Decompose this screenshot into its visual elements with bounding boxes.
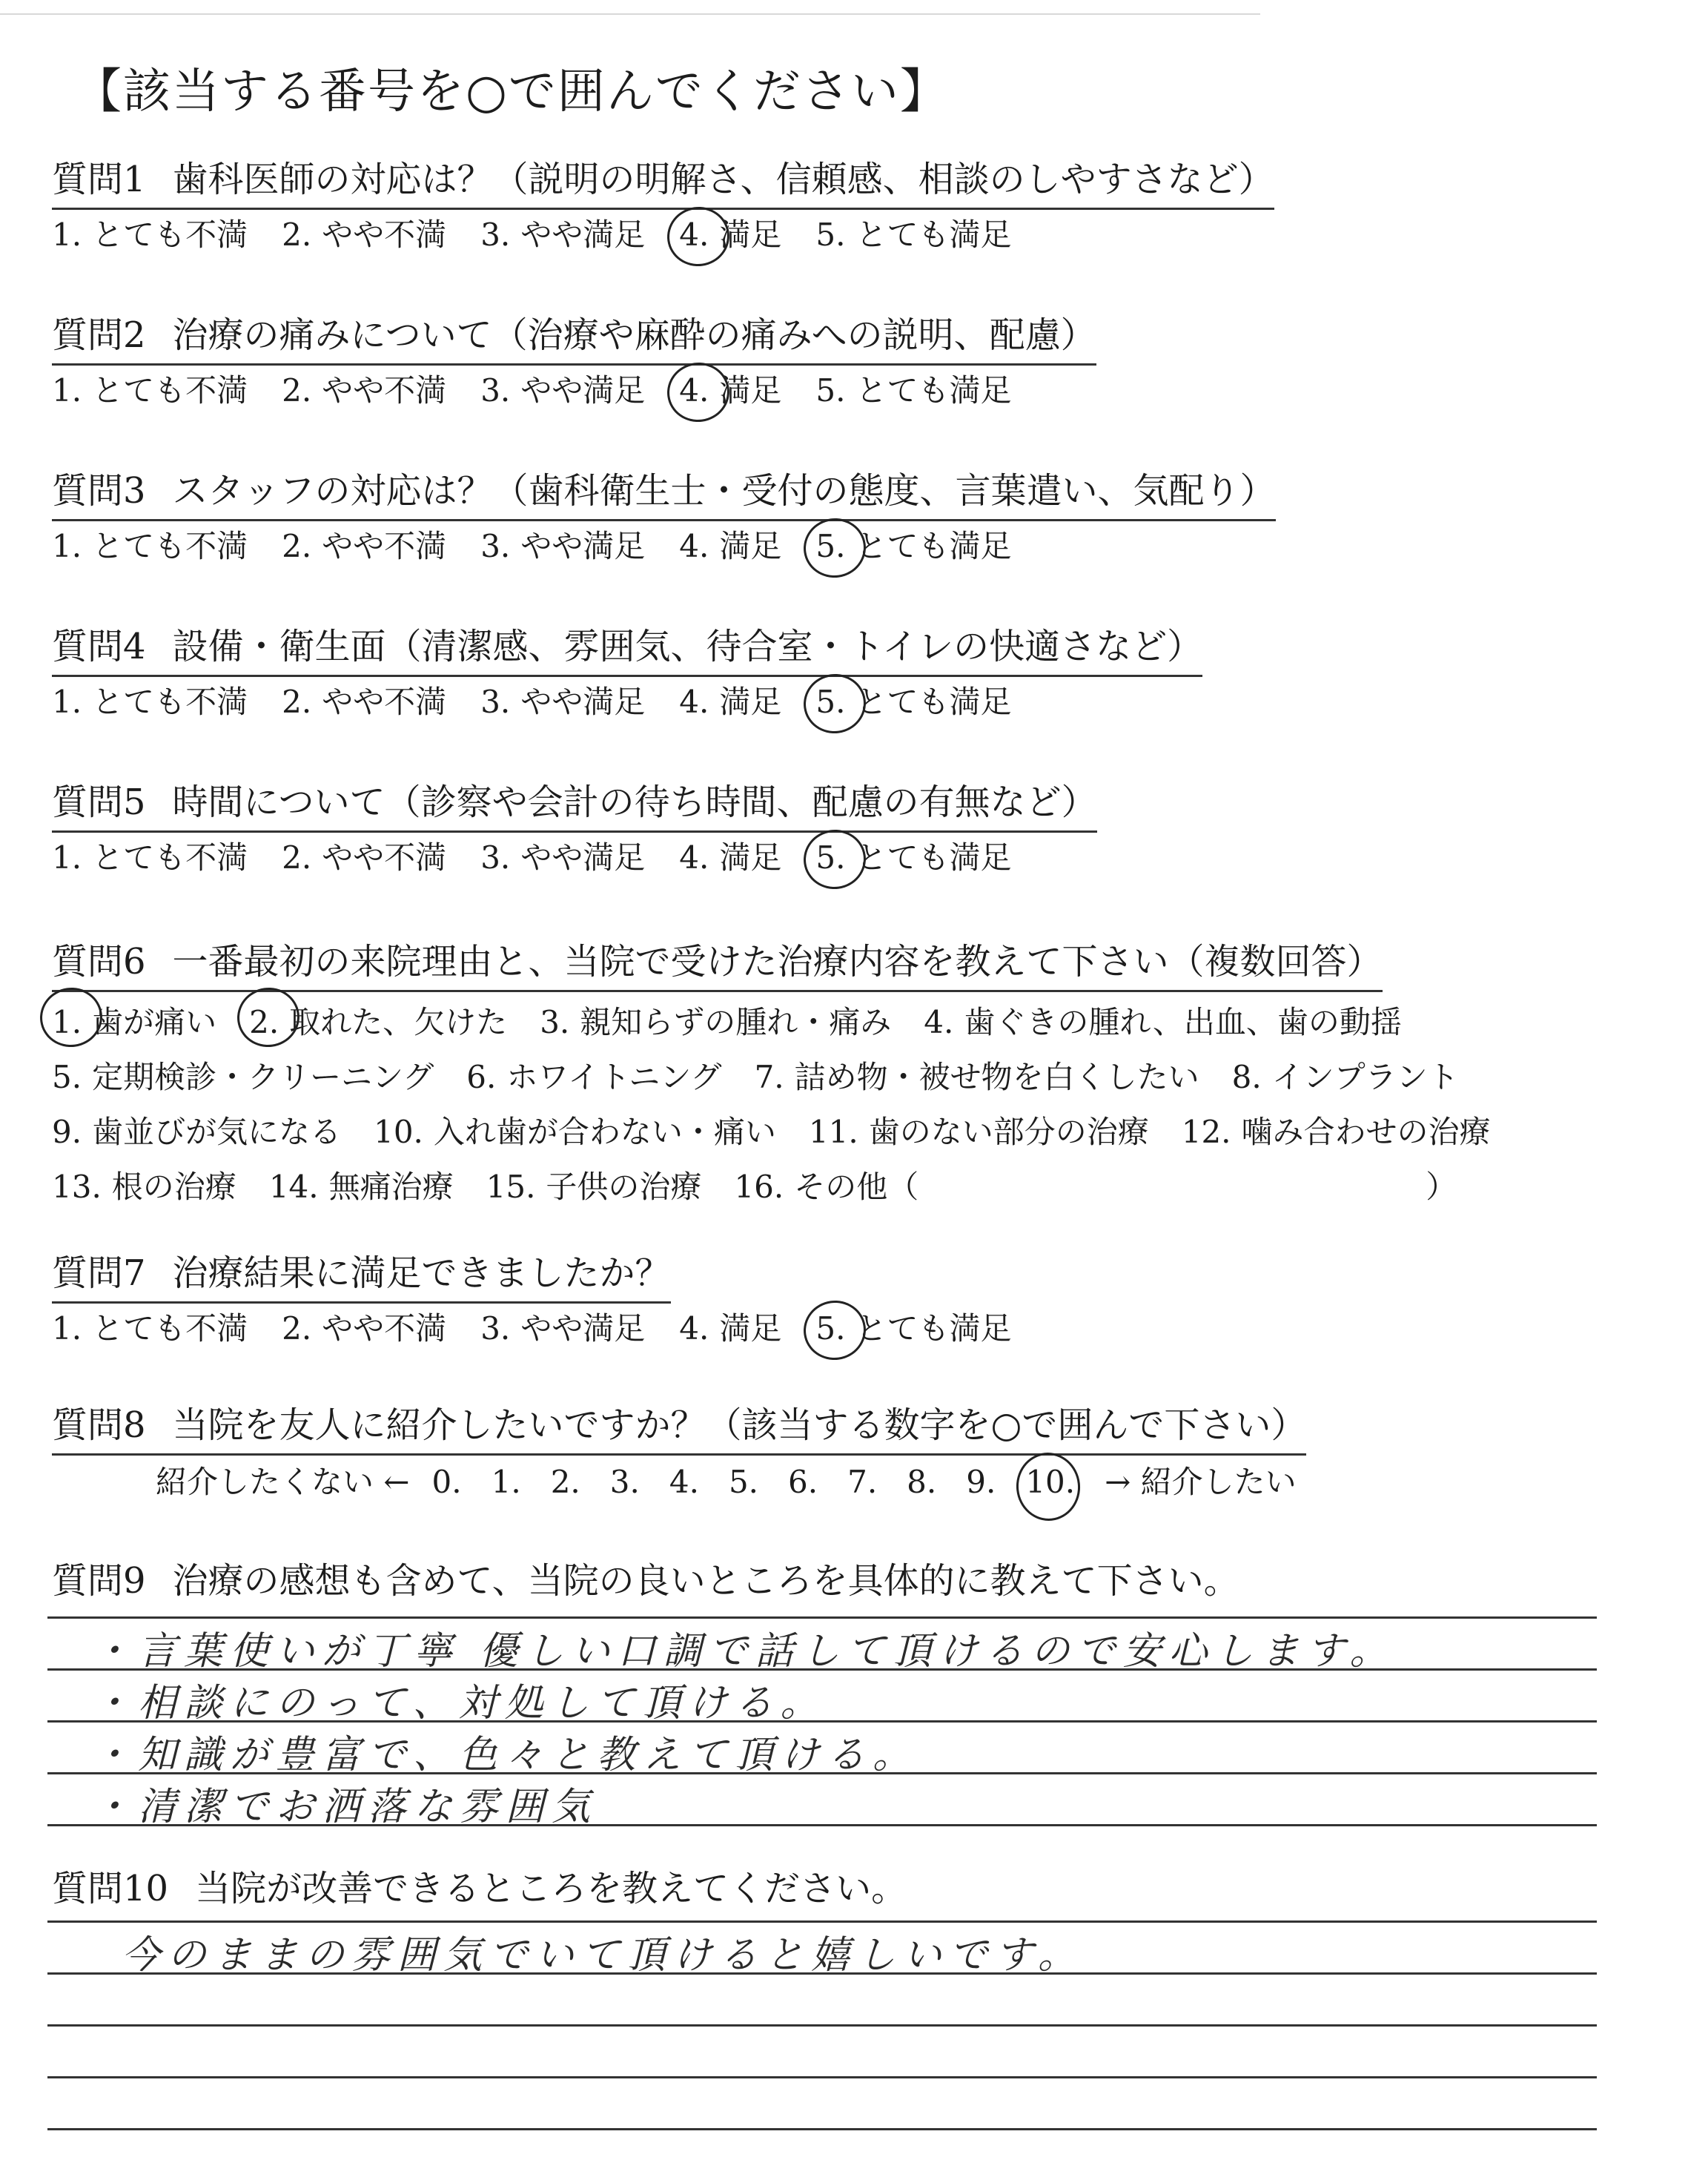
question-label: 質問3: [52, 470, 146, 512]
answer-option[interactable]: [52, 214, 248, 256]
scale-option[interactable]: 9.: [966, 1464, 996, 1500]
option-text: やや不満: [322, 1310, 447, 1347]
question-label: 質問9: [52, 1560, 146, 1602]
scale-option[interactable]: 2.: [550, 1464, 580, 1500]
option-text: 歯が痛い: [92, 1004, 217, 1040]
scale-option[interactable]: 7.: [847, 1464, 878, 1500]
answer-option[interactable]: [282, 214, 446, 256]
option-number: 1.: [52, 1310, 82, 1347]
answer-option[interactable]: [815, 837, 1011, 879]
option-row: [52, 995, 1523, 1050]
question-text: 治療の感想も含めて、当院の良いところを具体的に教えて下さい。: [172, 1560, 1239, 1602]
question-7: [52, 1249, 1045, 1350]
handwritten-answer: ・知識が豊富で、色々と教えて頂ける。: [92, 1733, 918, 1777]
option-number: 11.: [808, 1114, 858, 1150]
answer-option[interactable]: [815, 214, 1011, 256]
option-number: 3.: [540, 1004, 570, 1040]
answer-option[interactable]: [679, 526, 781, 567]
option-text: やや満足: [520, 528, 646, 564]
option-text: 歯並びが気になる: [92, 1114, 342, 1150]
answer-option[interactable]: [52, 526, 248, 567]
answer-option[interactable]: [52, 837, 248, 879]
option-number: 5.: [815, 372, 846, 409]
answer-option[interactable]: [679, 681, 781, 723]
answer-lines-q10: [47, 1920, 1597, 2143]
option-text: やや不満: [322, 528, 447, 564]
question-10: [52, 1865, 907, 1917]
option-text: 歯ぐきの腫れ、出血、歯の動揺: [964, 1004, 1402, 1040]
option-number: 6.: [466, 1059, 497, 1095]
option-text: ホワイトニング: [506, 1059, 722, 1095]
option-number: 4.: [924, 1004, 954, 1040]
answer-option[interactable]: [679, 837, 781, 879]
handwritten-answer: ・相談にのって、対処して頂ける。: [92, 1681, 827, 1725]
option-number: 9.: [52, 1114, 82, 1150]
option-number: 8.: [1231, 1059, 1262, 1095]
option-number: 1.: [52, 839, 82, 876]
answer-option[interactable]: [734, 1160, 918, 1215]
option-text: 満足: [719, 372, 782, 409]
option-text: やや不満: [322, 684, 447, 720]
option-number: 1.: [52, 528, 82, 564]
option-text: とても不満: [92, 839, 248, 876]
option-text: とても満足: [855, 684, 1012, 720]
question-text: 治療の痛みについて（治療や麻酔の痛みへの説明、配慮）: [172, 314, 1096, 356]
answer-option[interactable]: [282, 526, 446, 567]
option-number: 5.: [815, 528, 846, 564]
option-text: とても不満: [92, 217, 248, 253]
option-number: 4.: [679, 372, 709, 409]
answer-option[interactable]: [755, 1050, 1199, 1105]
option-number: 2.: [282, 684, 312, 720]
answer-option[interactable]: [540, 995, 891, 1050]
answer-option[interactable]: [249, 995, 507, 1050]
option-text: 詰め物・被せ物を白くしたい: [794, 1059, 1199, 1095]
answer-option[interactable]: [815, 1308, 1011, 1350]
answer-lines-q9: [47, 1616, 1597, 1839]
scale-option[interactable]: 4.: [669, 1464, 699, 1500]
option-number: 16.: [734, 1169, 784, 1205]
option-number: 2.: [282, 1310, 312, 1347]
handwritten-answer: ・言葉使いが丁寧 優しい口調で話して頂けるので安心します。: [92, 1629, 1396, 1674]
option-row: [52, 1105, 1523, 1160]
option-text: インプラント: [1271, 1059, 1459, 1095]
answer-option[interactable]: [52, 1050, 434, 1105]
option-text: 満足: [719, 217, 782, 253]
question-9: [52, 1557, 1239, 1609]
answer-option[interactable]: [52, 681, 248, 723]
option-text: 定期検診・クリーニング: [92, 1059, 434, 1095]
question-label: 質問4: [52, 626, 146, 667]
question-label: 質問2: [52, 314, 146, 356]
scale-right-label: → 紹介したい: [1105, 1464, 1297, 1500]
option-text: とても満足: [855, 372, 1012, 409]
option-number: 4.: [679, 217, 709, 253]
answer-option[interactable]: [282, 370, 446, 412]
answer-option[interactable]: [1182, 1105, 1491, 1160]
option-text: とても不満: [92, 684, 248, 720]
answer-option[interactable]: [924, 995, 1402, 1050]
question-text: 当院が改善できるところを教えてください。: [195, 1868, 907, 1909]
question-text: 歯科医師の対応は？（説明の明解さ、信頼感、相談のしやすさなど）: [172, 159, 1274, 200]
question-6: [52, 938, 1523, 1215]
option-number: 2.: [282, 372, 312, 409]
answer-option[interactable]: [282, 681, 446, 723]
option-text: やや不満: [322, 839, 447, 876]
answer-option[interactable]: [52, 370, 248, 412]
answer-option[interactable]: [486, 1160, 702, 1215]
option-text: 満足: [719, 684, 782, 720]
option-number: 5.: [815, 1310, 846, 1347]
answer-option[interactable]: [282, 1308, 446, 1350]
option-text: とても満足: [855, 839, 1012, 876]
option-number: 4.: [679, 1310, 709, 1347]
scale-option[interactable]: 3.: [609, 1464, 640, 1500]
option-number: 1.: [52, 684, 82, 720]
option-number: 4.: [679, 528, 709, 564]
option-number: 3.: [480, 372, 511, 409]
option-number: 7.: [754, 1059, 784, 1095]
answer-option[interactable]: [809, 1105, 1149, 1160]
scale-option[interactable]: 6.: [788, 1464, 818, 1500]
option-text: とても満足: [855, 528, 1012, 564]
question-text: 一番最初の来院理由と、当院で受けた治療内容を教えて下さい（複数回答）: [172, 941, 1383, 982]
answer-option[interactable]: [374, 1105, 776, 1160]
option-number: 4.: [679, 684, 709, 720]
question-text: 治療結果に満足できましたか？: [172, 1252, 671, 1294]
option-number: 3.: [480, 217, 511, 253]
question-label: 質問8: [52, 1404, 146, 1446]
question-text: 設備・衛生面（清潔感、雰囲気、待合室・トイレの快適さなど）: [172, 626, 1203, 667]
question-label: 質問7: [52, 1252, 146, 1294]
scale-option[interactable]: 5.: [728, 1464, 759, 1500]
option-number: 14.: [268, 1169, 319, 1205]
answer-option[interactable]: [679, 1308, 781, 1350]
answer-option[interactable]: [480, 370, 645, 412]
option-text: とても満足: [855, 217, 1012, 253]
option-number: 1.: [52, 217, 82, 253]
option-number: 5.: [52, 1059, 82, 1095]
option-number: 3.: [480, 839, 511, 876]
scale-option[interactable]: 10.: [1025, 1462, 1075, 1503]
answer-option[interactable]: [466, 1050, 721, 1105]
scale-option[interactable]: 1.: [491, 1464, 521, 1500]
handwritten-answer: 今のままの雰囲気でいて頂けると嬉しいです。: [122, 1933, 1084, 1978]
option-number: 5.: [815, 684, 846, 720]
option-text: その他（: [794, 1169, 919, 1205]
option-number: 10.: [374, 1114, 423, 1150]
question-label: 質問1: [52, 159, 146, 200]
answer-option[interactable]: [480, 1308, 645, 1350]
scale-option[interactable]: 8.: [907, 1464, 937, 1500]
option-text: 満足: [719, 528, 782, 564]
question-5: [52, 779, 1097, 879]
option-text: とても不満: [92, 1310, 248, 1347]
option-text: 根の治療: [111, 1169, 236, 1205]
question-label: 質問5: [52, 782, 146, 823]
option-number: 3.: [480, 684, 511, 720]
option-text: 入れ歯が合わない・痛い: [433, 1114, 776, 1150]
option-number: 2.: [249, 1004, 279, 1040]
option-text: やや満足: [520, 1310, 646, 1347]
question-8: [52, 1401, 1306, 1503]
answer-option[interactable]: [679, 370, 781, 412]
answer-option[interactable]: [480, 526, 645, 567]
scale-left-label: 紹介したくない ←: [156, 1464, 410, 1500]
answer-option[interactable]: [480, 681, 645, 723]
answer-option[interactable]: [282, 837, 446, 879]
answer-option[interactable]: [815, 526, 1011, 567]
option-number: 3.: [480, 1310, 511, 1347]
answer-option[interactable]: [480, 837, 645, 879]
option-number: 5.: [815, 839, 846, 876]
question-label: 質問6: [52, 941, 146, 982]
option-text: 満足: [719, 839, 782, 876]
scan-edge-line: [0, 13, 1260, 15]
option-text: やや満足: [520, 684, 646, 720]
option-text: 無痛治療: [328, 1169, 454, 1205]
option-number: 3.: [480, 528, 511, 564]
question-text: 当院を友人に紹介したいですか？（該当する数字を○で囲んで下さい）: [172, 1404, 1307, 1446]
answer-option[interactable]: [52, 1308, 248, 1350]
question-1: [52, 156, 1274, 256]
option-text: 歯のない部分の治療: [868, 1114, 1149, 1150]
option-row: [52, 1050, 1523, 1105]
answer-option[interactable]: [52, 1160, 236, 1215]
instruction-title: 【該当する番号を○で囲んでください】: [74, 65, 949, 119]
question-text: 時間について（診察や会計の待ち時間、配慮の有無など）: [172, 782, 1097, 823]
option-row: [52, 1160, 1523, 1215]
option-number: 2.: [282, 217, 312, 253]
option-text: 噛み合わせの治療: [1241, 1114, 1491, 1150]
question-text: スタッフの対応は？（歯科衛生士・受付の態度、言葉遣い、気配り）: [172, 470, 1276, 512]
option-text: やや満足: [520, 217, 646, 253]
option-number: 5.: [815, 217, 846, 253]
option-text: やや不満: [322, 217, 447, 253]
option-number: 4.: [679, 839, 709, 876]
option-number: 2.: [282, 839, 312, 876]
option-text: やや不満: [322, 372, 447, 409]
option-text: 満足: [719, 1310, 782, 1347]
other-close-paren: ）: [1426, 1169, 1457, 1205]
option-number: 2.: [282, 528, 312, 564]
option-number: 13.: [52, 1169, 102, 1205]
option-text: やや満足: [520, 839, 646, 876]
answer-option[interactable]: [52, 1105, 341, 1160]
answer-option[interactable]: [815, 370, 1011, 412]
answer-option[interactable]: [679, 214, 781, 256]
option-number: 1.: [52, 1004, 82, 1040]
handwritten-answer: ・清潔でお洒落な雰囲気: [92, 1785, 598, 1829]
answer-option[interactable]: [815, 681, 1011, 723]
option-number: 15.: [486, 1169, 536, 1205]
option-number: 12.: [1181, 1114, 1231, 1150]
answer-option[interactable]: [1232, 1050, 1459, 1105]
option-text: とても不満: [92, 528, 248, 564]
answer-option[interactable]: [52, 995, 216, 1050]
option-number: 1.: [52, 372, 82, 409]
option-text: 親知らずの腫れ・痛み: [580, 1004, 892, 1040]
option-text: とても不満: [92, 372, 248, 409]
question-2: [52, 311, 1096, 412]
scale-option[interactable]: 0.: [431, 1464, 462, 1500]
answer-option[interactable]: [269, 1160, 454, 1215]
answer-option[interactable]: [480, 214, 645, 256]
question-3: [52, 467, 1276, 567]
option-text: 取れた、欠けた: [289, 1004, 508, 1040]
question-label: 質問10: [52, 1868, 169, 1909]
option-text: やや満足: [520, 372, 646, 409]
option-text: 子供の治療: [546, 1169, 702, 1205]
option-text: とても満足: [855, 1310, 1012, 1347]
question-4: [52, 623, 1202, 723]
